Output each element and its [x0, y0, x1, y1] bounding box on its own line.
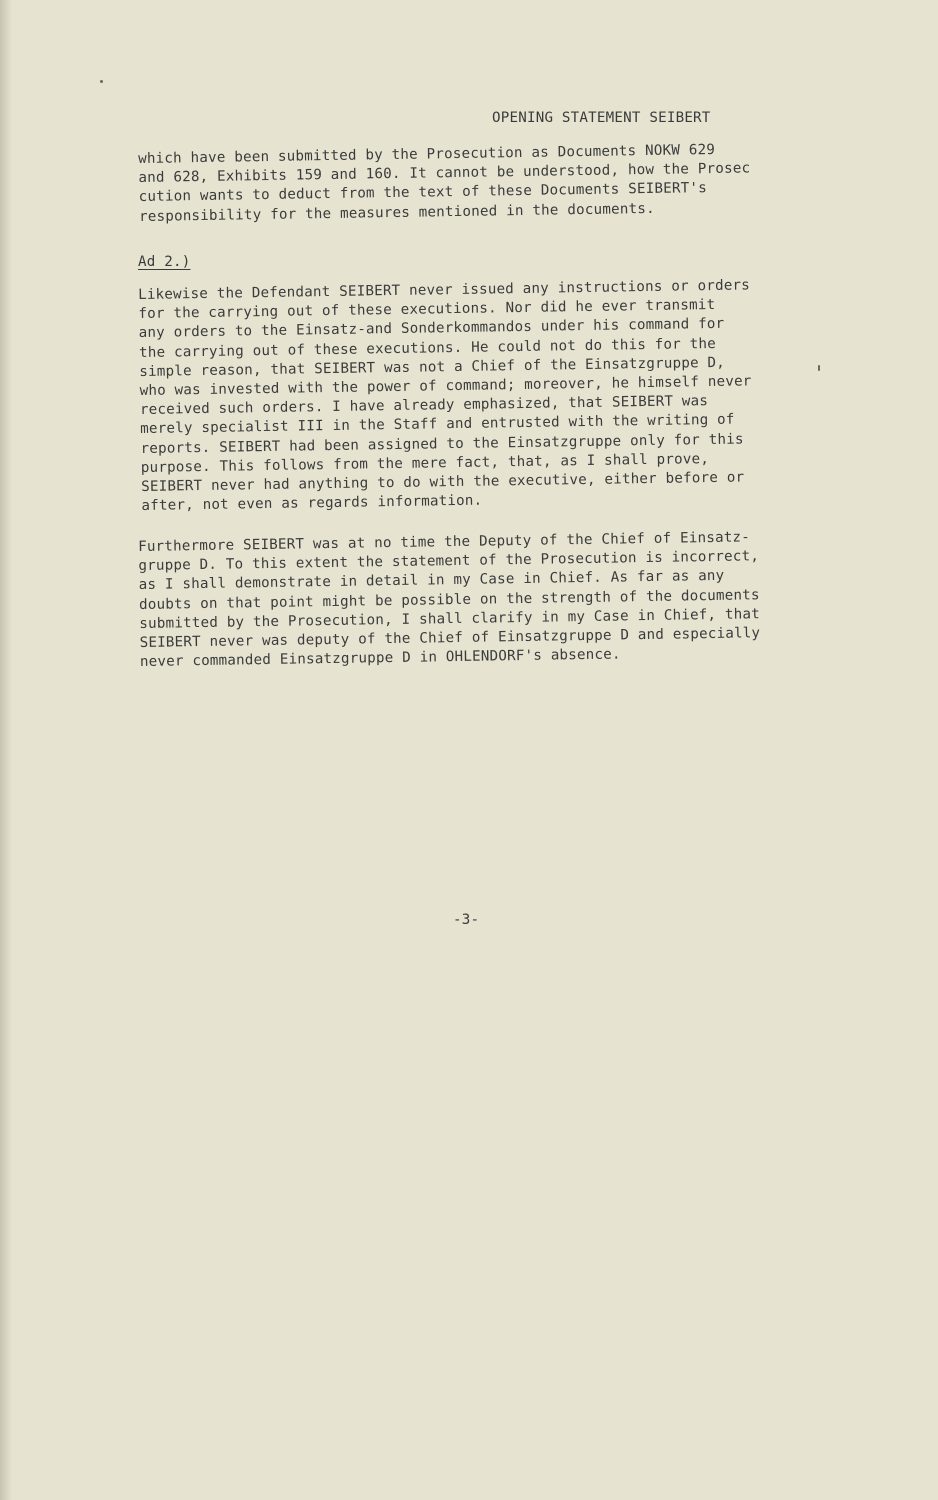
text-line: SEIBERT never had anything to do with the executive, either before or: [141, 469, 745, 496]
page-header: OPENING STATEMENT SEIBERT: [492, 110, 711, 126]
text-line: purpose. This follows from the mere fact, that, as I shall prove,: [140, 450, 710, 476]
text-line: received such orders. I have already emphasized, that SEIBERT was: [139, 393, 709, 419]
paragraph-1: [138, 140, 751, 226]
text-line: gruppe D. To this extent the statement of the Prosecution is incorrect,: [138, 548, 760, 575]
text-line: for the carrying out of these executions. Nor did he ever transmit: [138, 297, 716, 323]
text-line: which have been submitted by the Prosecution as Documents NOKW 629: [138, 141, 716, 167]
text-line: any orders to the Einsatz-and Sonderkommandos under his command for: [138, 316, 725, 342]
text-line: who was invested with the power of command; moreover, he himself never: [139, 373, 752, 400]
text-line: responsibility for the measures mentioned in the documents.: [138, 200, 655, 225]
text-line: and 628, Exhibits 159 and 160. It cannot be understood, how the Prosec: [138, 160, 751, 187]
text-line: cution wants to deduct from the text of these Documents SEIBERT's: [138, 180, 708, 206]
text-line: simple reason, that SEIBERT was not a Chief of the Einsatzgruppe D,: [139, 354, 726, 380]
text-line: Likewise the Defendant SEIBERT never issued any instructions or orders: [138, 277, 751, 303]
text-line: reports. SEIBERT had been assigned to the Einsatzgruppe only for this: [140, 431, 744, 457]
text-line: SEIBERT never was deputy of the Chief of Einsatzgruppe D and especially: [139, 625, 761, 652]
page-number: -3-: [453, 912, 480, 928]
paragraph-3: [138, 528, 761, 672]
page-edge-shadow: [0, 0, 12, 1500]
text-line: as I shall demonstrate in detail in my Case in Chief. As far as any: [138, 568, 725, 594]
text-line: after, not even as regards information.: [141, 492, 483, 515]
paragraph-2: [138, 276, 753, 516]
text-line: submitted by the Prosecution, I shall clarify in my Case in Chief, that: [139, 606, 761, 632]
paper-speck: [100, 80, 103, 83]
paper-speck: [818, 365, 820, 371]
text-line: doubts on that point might be possible on the strength of the documents: [138, 586, 760, 613]
text-line: merely specialist III in the Staff and entrusted with the writing of: [140, 412, 735, 438]
text-line: Furthermore SEIBERT was at no time the Deputy of the Chief of Einsatz-: [138, 529, 751, 555]
sub-heading-ad-2: Ad 2.): [138, 254, 191, 270]
text-line: the carrying out of these executions. He could not do this for the: [138, 335, 717, 361]
text-line: never commanded Einsatzgruppe D in OHLENDORF's absence.: [139, 646, 621, 671]
